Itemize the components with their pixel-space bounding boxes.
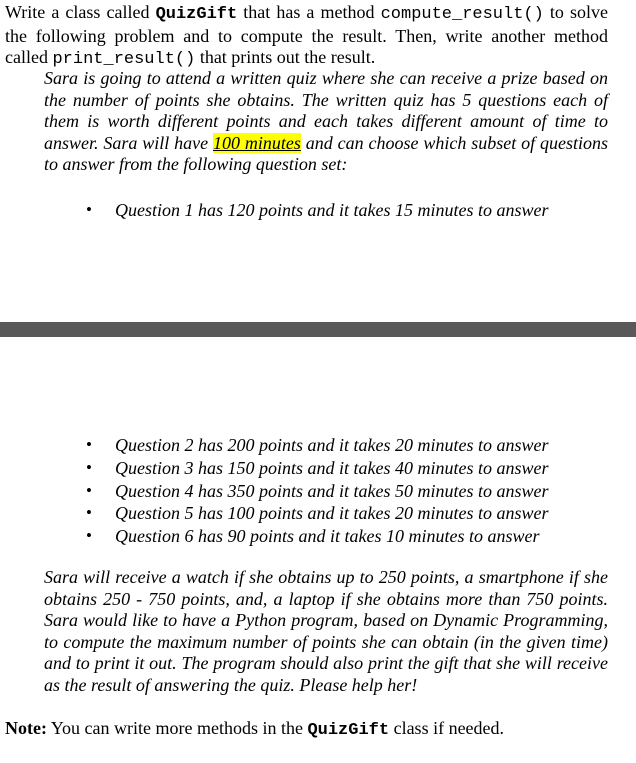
question-text: Question 3 has 150 points and it takes 40 minutes to answer [115, 457, 549, 478]
class-name-code: QuizGift [155, 5, 238, 24]
problem-text-before: Sara is going to attend a written quiz where she can receive a prize based on the number of points she obtains. The written quiz has 5 questions each of them is worth different points and each takes different amount of time to answer. Sara will have [44, 68, 608, 153]
question-item [86, 480, 549, 503]
intro-text-3: to solve the following problem and to compute the result. Then, write another method called [5, 2, 609, 67]
bullet-icon: • [86, 200, 92, 219]
closing-paragraph: Sara will receive a watch if she obtains up to 250 points, a smartphone if she obtains 250 - 750 points, and, a laptop if she obtains more than 750 points. Sara would like to have a Python program, based on Dynamic Programming, to compute the maximum number of points she can obtain (in the given time) and to print it out. The program should also print the gift that she will receive as the result of answering the quiz. Please help her! [44, 567, 608, 695]
question-item [86, 525, 549, 548]
bullet-icon: • [86, 435, 92, 454]
question-item [86, 199, 549, 222]
bullet-icon: • [86, 503, 92, 523]
intro-text-1: Write a class called [5, 2, 156, 22]
highlighted-time-limit: 100 minutes [213, 132, 301, 153]
question-item [86, 434, 549, 457]
note-text-1: You can write more methods in the [46, 718, 308, 738]
question-text: Question 6 has 90 points and it takes 10 minutes to answer [115, 526, 540, 547]
bullet-icon: • [86, 457, 92, 477]
method-compute-code: compute_result() [380, 5, 544, 24]
question-item [86, 457, 549, 480]
method-print-code: print_result() [52, 50, 196, 69]
question-text: Question 4 has 350 points and it takes 50 minutes to answer [115, 480, 549, 501]
question-list-top [86, 199, 549, 222]
question-text: Question 5 has 100 points and it takes 20 minutes to answer [115, 503, 549, 524]
question-list-bottom [86, 434, 549, 548]
note-class-name-code: QuizGift [307, 721, 390, 740]
problem-text-after: and can choose which subset of questions to answer from the following question set: [44, 132, 608, 174]
note-label: Note: [5, 718, 47, 738]
question-item [86, 502, 549, 525]
question-text: Question 2 has 200 points and it takes 20 minutes to answer [115, 435, 549, 455]
bullet-icon: • [86, 526, 92, 546]
bullet-icon: • [86, 480, 92, 500]
question-text: Question 1 has 120 points and it takes 15 minutes to answer [115, 200, 549, 220]
note-paragraph [5, 718, 625, 742]
intro-text-2: that has a method [237, 2, 381, 22]
intro-text-4: that prints out the result. [195, 47, 376, 67]
intro-paragraph [5, 2, 608, 71]
page-divider [0, 322, 636, 337]
note-text-2: class if needed. [389, 718, 505, 738]
problem-statement [44, 68, 608, 176]
